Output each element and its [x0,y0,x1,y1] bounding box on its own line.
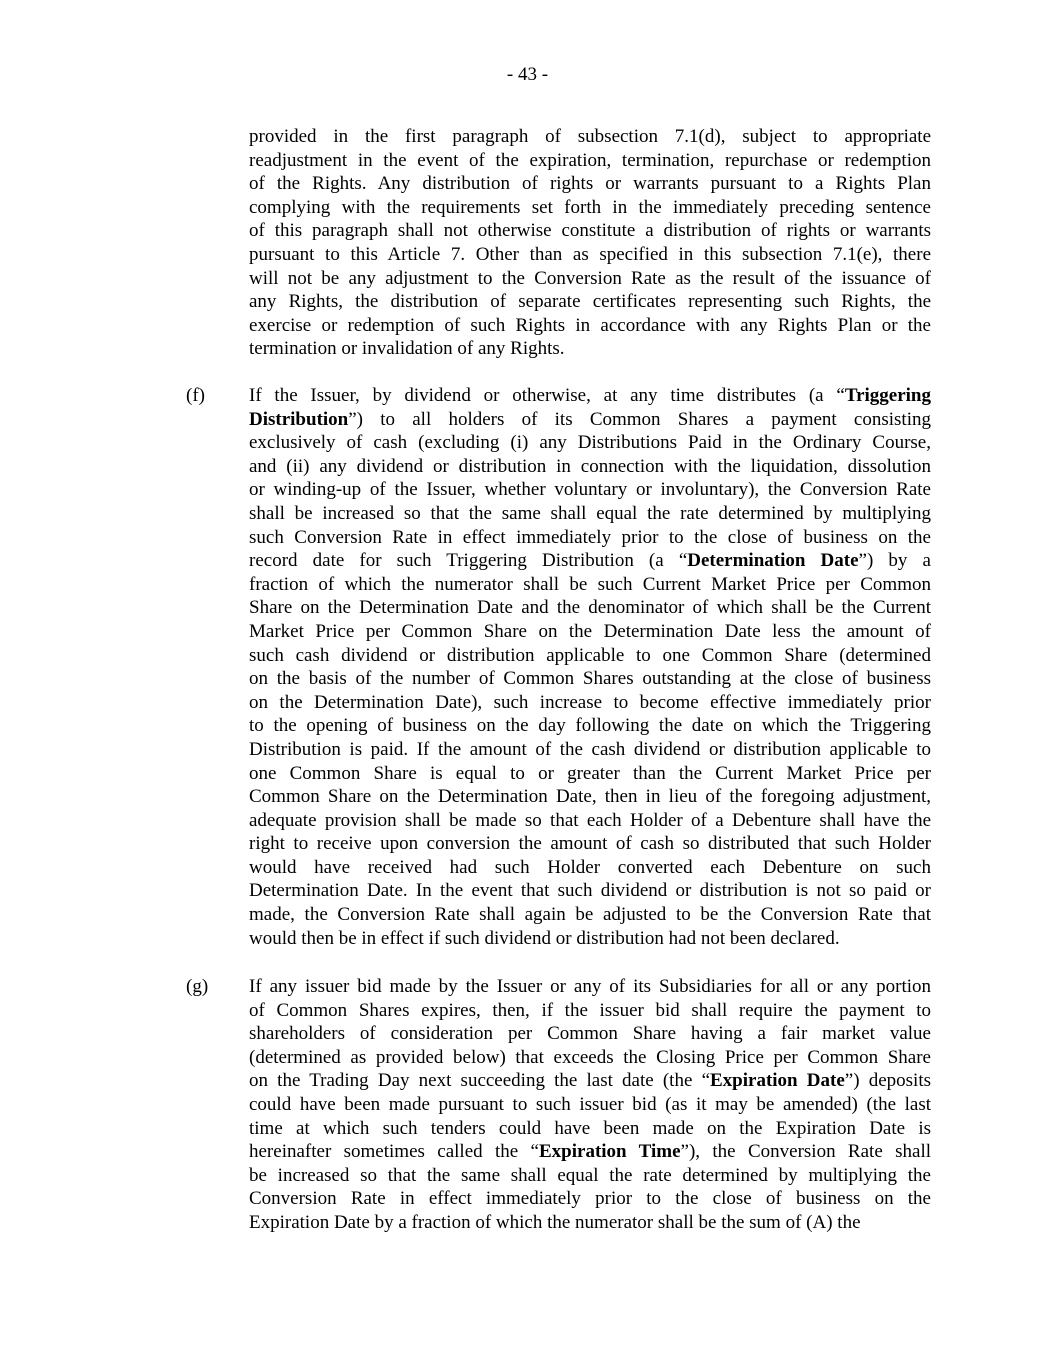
text-run: on the Determination Date), such increase to become effective immediately prior [249,691,931,713]
text-line [249,667,931,691]
text-run: termination or invalidation of any Rights. [249,338,565,360]
text-run: or winding-up of the Issuer, whether voluntary or involuntary), the Conversion Rate [249,479,931,501]
text-line [249,337,931,361]
text-run: ”) deposits [844,1070,931,1092]
text-run: Market Price per Common Share on the Determination Date less the amount of [249,620,931,642]
text-line [249,172,931,196]
text-run: shall be increased so that the same shall equal the rate determined by multiplying [249,502,931,524]
text-line [249,879,931,903]
text-line [249,620,931,644]
text-run: Common Share on the Determination Date, then in lieu of the foregoing adjustment, [249,786,931,808]
text-line [249,384,931,408]
text-line [249,927,931,951]
text-run: will not be any adjustment to the Conversion Rate as the result of the issuance of [249,267,931,289]
text-line [249,125,931,149]
text-line [249,856,931,880]
text-line [249,1187,931,1211]
text-line [249,762,931,786]
paragraph-marker-f: (f) [186,385,205,406]
text-run: be increased so that the same shall equal the rate determined by multiplying the [249,1164,931,1186]
text-line [249,290,931,314]
text-line [249,1140,931,1164]
text-line [249,832,931,856]
text-run: adequate provision shall be made so that each Holder of a Debenture shall have the [249,809,931,831]
text-line [249,1211,931,1235]
text-line [249,455,931,479]
text-line [249,903,931,927]
text-line [249,1069,931,1093]
text-run: If the Issuer, by dividend or otherwise, at any time distributes (a “ [249,385,845,406]
text-line [249,1093,931,1117]
text-run: right to receive upon conversion the amount of cash so distributed that such Holder [249,833,931,855]
text-run: pursuant to this Article 7. Other than as specified in this subsection 7.1(e), there [249,243,931,265]
text-run: Conversion Rate in effect immediately prior to the close of business on the [249,1188,931,1210]
text-line [249,809,931,833]
text-line [249,1046,931,1070]
text-run: shareholders of consideration per Common Share having a fair market value [249,1023,931,1045]
text-line [249,502,931,526]
text-run: Determination Date. In the event that such dividend or distribution is not so paid or [249,880,931,902]
paragraph-f [249,384,931,950]
text-run: to the opening of business on the day following the date on which the Triggering [249,715,931,737]
text-run: readjustment in the event of the expiration, termination, repurchase or redemption [249,149,931,171]
text-line [249,691,931,715]
text-run: If any issuer bid made by the Issuer or any of its Subsidiaries for all or any portion [249,976,931,997]
defined-term: Expiration Date [710,1070,845,1092]
text-line [249,975,931,999]
text-line [249,1117,931,1141]
text-run: Expiration Date by a fraction of which the numerator shall be the sum of (A) the [249,1211,861,1233]
text-line [249,999,931,1023]
text-run: could have been made pursuant to such issuer bid (as it may be amended) (the last [249,1093,931,1115]
text-run: ”) to all holders of its Common Shares a payment consisting [348,408,931,430]
text-run: such Conversion Rate in effect immediately prior to the close of business on the [249,526,931,548]
text-line [249,549,931,573]
text-run: would then be in effect if such dividend or distribution had not been declared. [249,927,840,949]
text-run: and (ii) any dividend or distribution in connection with the liquidation, dissolution [249,455,931,477]
continuation-paragraph [249,125,931,361]
text-line [249,314,931,338]
text-run: exclusively of cash (excluding (i) any Distributions Paid in the Ordinary Course, [249,432,931,454]
paragraph-g [249,975,931,1235]
text-run: any Rights, the distribution of separate certificates representing such Rights, the [249,291,931,313]
text-run: exercise or redemption of such Rights in accordance with any Rights Plan or the [249,314,931,336]
text-run: hereinafter sometimes called the “ [249,1141,539,1163]
text-line [249,431,931,455]
text-run: complying with the requirements set forth in the immediately preceding sentence [249,196,931,218]
defined-term: Distribution [249,408,349,430]
defined-term: Triggering [844,385,931,406]
text-line [249,644,931,668]
text-run: such cash dividend or distribution applicable to one Common Share (determined [249,644,931,666]
page-number: - 43 - [506,64,549,85]
text-line [249,478,931,502]
text-line [249,573,931,597]
text-run: made, the Conversion Rate shall again be adjusted to be the Conversion Rate that [249,904,931,926]
text-run: fraction of which the numerator shall be such Current Market Price per Common [249,573,931,595]
text-run: on the Trading Day next succeeding the last date (the “ [249,1070,710,1092]
text-run: Share on the Determination Date and the denominator of which shall be the Current [249,597,931,619]
text-run: of Common Shares expires, then, if the issuer bid shall require the payment to [249,999,931,1021]
text-run: (determined as provided below) that exceeds the Closing Price per Common Share [249,1046,931,1068]
text-run: of the Rights. Any distribution of rights or warrants pursuant to a Rights Plan [249,173,931,195]
text-line [249,738,931,762]
paragraph-marker-g: (g) [186,976,209,997]
text-line [249,785,931,809]
text-run: Distribution is paid. If the amount of the cash dividend or distribution applicable to [249,738,931,760]
text-line [249,1022,931,1046]
text-run: record date for such Triggering Distribution (a “ [249,550,688,572]
text-run: ”) by a [858,550,931,572]
text-run: one Common Share is equal to or greater than the Current Market Price per [249,762,931,784]
text-line [249,596,931,620]
text-line [249,267,931,291]
text-line [249,1164,931,1188]
text-run: would have received had such Holder converted each Debenture on such [249,856,931,878]
text-line [249,196,931,220]
text-run: time at which such tenders could have been made on the Expiration Date is [249,1117,931,1139]
text-run: on the basis of the number of Common Shares outstanding at the close of business [249,668,931,690]
text-line [249,219,931,243]
defined-term: Determination Date [687,550,859,572]
text-run: provided in the first paragraph of subsection 7.1(d), subject to appropriate [249,126,931,147]
text-line [249,243,931,267]
text-line [249,408,931,432]
text-run: of this paragraph shall not otherwise constitute a distribution of rights or warrants [249,220,931,242]
text-line [249,714,931,738]
text-line [249,526,931,550]
defined-term: Expiration Time [539,1141,681,1163]
text-line [249,149,931,173]
text-run: ”), the Conversion Rate shall [680,1141,931,1163]
